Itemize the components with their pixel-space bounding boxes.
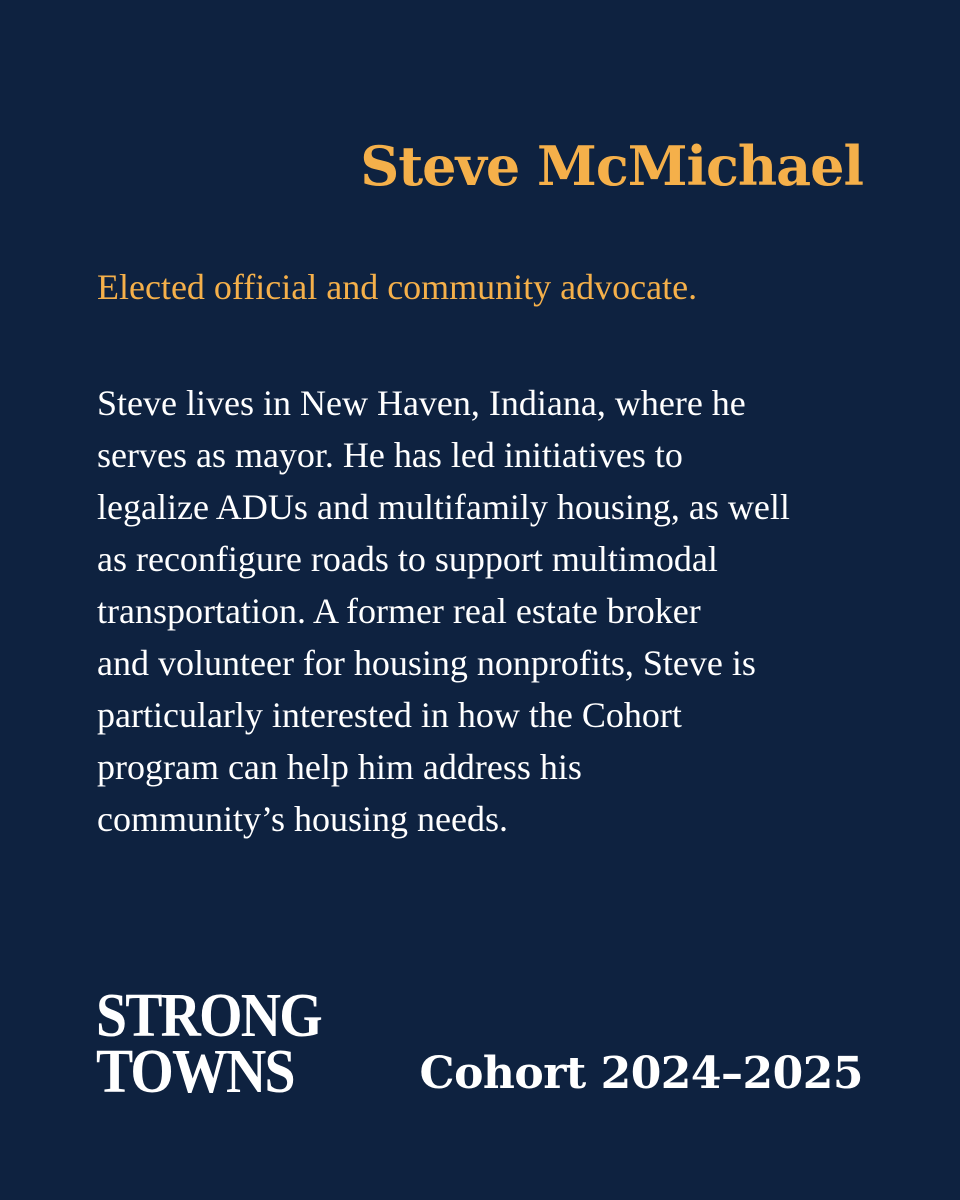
logo-line-strong: STRONG: [96, 982, 321, 1050]
person-tagline: Elected official and community advocate.: [97, 267, 698, 307]
bio-line: program can help him address his: [97, 747, 582, 787]
bio-line: serves as mayor. He has led initiatives to: [97, 435, 683, 475]
person-name: Steve McMichael: [360, 134, 863, 198]
person-bio: [97, 377, 877, 845]
bio-line: legalize ADUs and multifamily housing, as well: [97, 487, 790, 527]
bio-line: as reconfigure roads to support multimodal: [97, 539, 718, 579]
bio-line: particularly interested in how the Cohort: [97, 695, 682, 735]
strong-towns-logo: [96, 982, 321, 1106]
bio-line: transportation. A former real estate broker: [97, 591, 701, 631]
logo-line-towns: TOWNS: [96, 1038, 294, 1106]
cohort-label: Cohort 2024–2025: [419, 1048, 863, 1099]
bio-line: community’s housing needs.: [97, 799, 508, 839]
bio-line: Steve lives in New Haven, Indiana, where he: [97, 383, 746, 423]
bio-line: and volunteer for housing nonprofits, Steve is: [97, 643, 756, 683]
